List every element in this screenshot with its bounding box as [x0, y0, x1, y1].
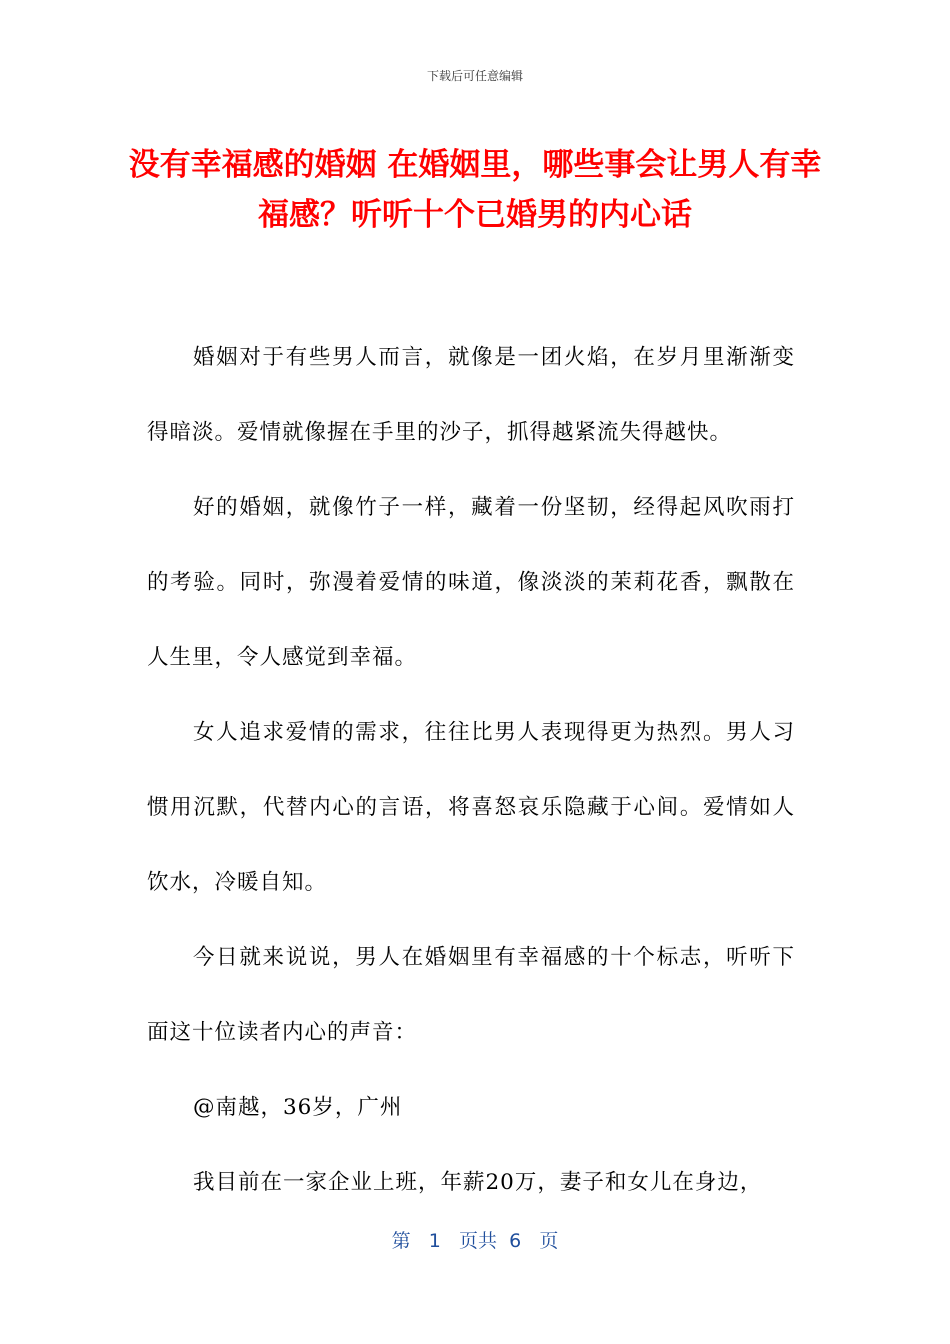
- footer-middle: 页共: [459, 1230, 498, 1252]
- paragraph: 我目前在一家企业上班，年薪20万，妻子和女儿在身边，: [193, 1170, 763, 1195]
- paragraph: 今日就来说说，男人在婚姻里有幸福感的十个标志，听听下面这十位读者内心的声音：: [147, 945, 795, 1045]
- total-pages-number: 6: [509, 1230, 522, 1252]
- header-note: 下载后可任意编辑: [426, 69, 523, 83]
- reader-attribution: @南越，36岁，广州: [193, 1095, 403, 1120]
- paragraph: 婚姻对于有些男人而言，就像是一团火焰，在岁月里渐渐变得暗淡。爱情就像握在手里的沙子，抓得越紧流失得越快。: [147, 345, 795, 445]
- paragraph: 女人追求爱情的需求，往往比男人表现得更为热烈。男人习惯用沉默，代替内心的言语，将喜怒哀乐隐藏于心间。爱情如人饮水，冷暖自知。: [147, 720, 795, 895]
- document-title: 没有幸福感的婚姻 在婚姻里，哪些事会让男人有幸福感？听听十个已婚男的内心话: [128, 147, 822, 233]
- paragraph: 好的婚姻，就像竹子一样，藏着一份坚韧，经得起风吹雨打的考验。同时，弥漫着爱情的味道，像淡淡的茉莉花香，飘散在人生里，令人感觉到幸福。: [147, 495, 795, 670]
- footer-prefix: 第: [391, 1230, 411, 1252]
- current-page-number: 1: [428, 1230, 441, 1252]
- page-footer: [0, 1226, 950, 1253]
- footer-suffix: 页: [539, 1230, 559, 1252]
- document-body: [147, 320, 795, 1220]
